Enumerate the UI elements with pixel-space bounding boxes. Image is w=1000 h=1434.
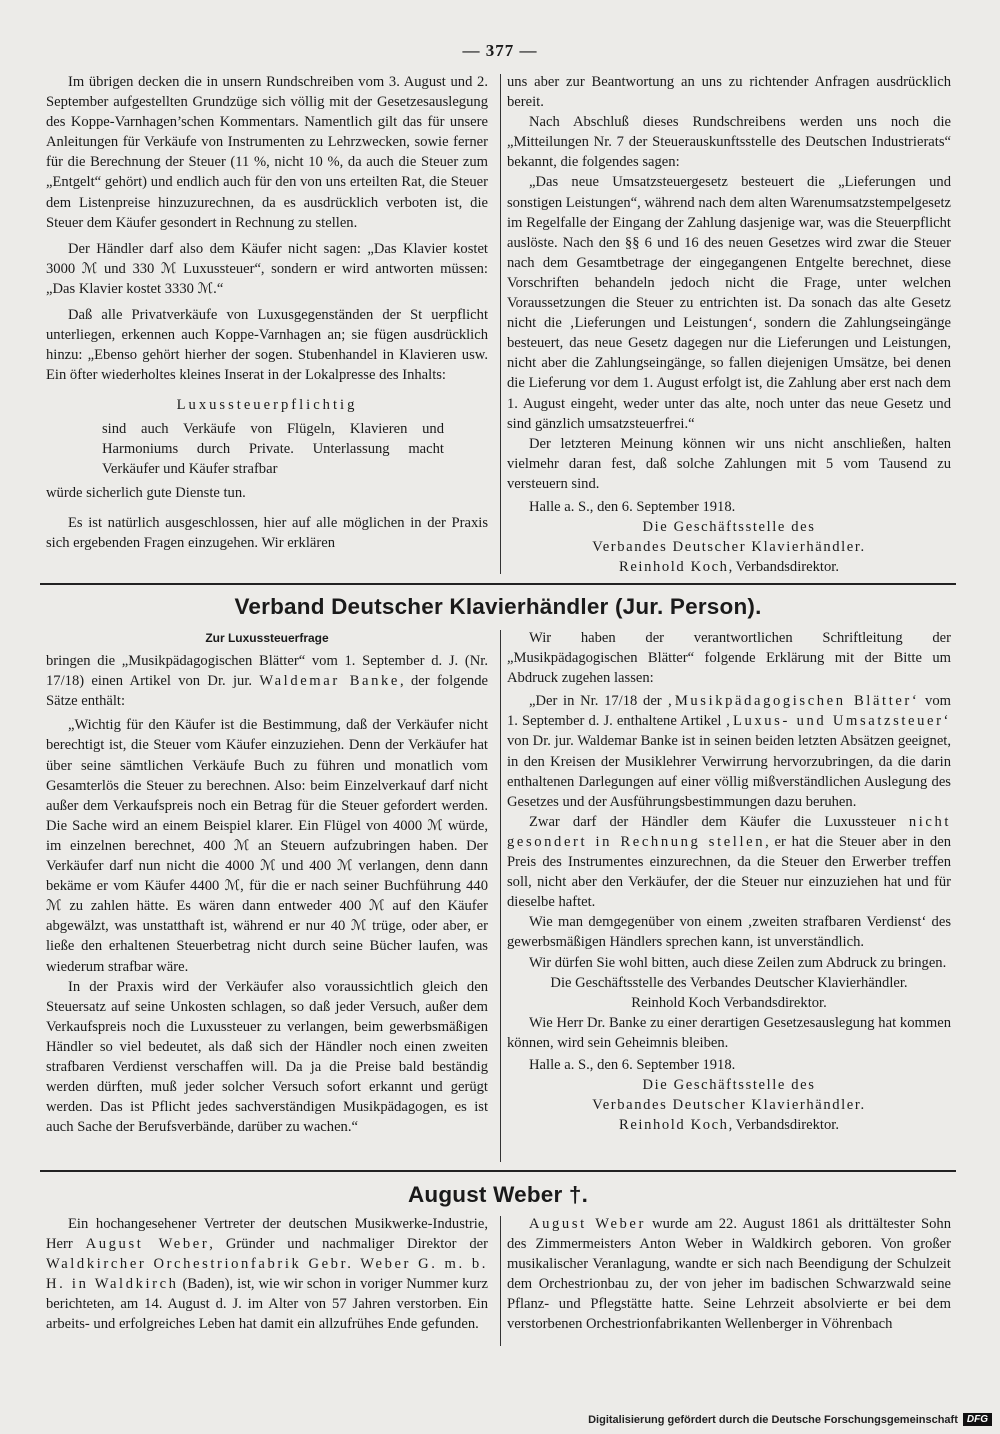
quoted-paragraph: Wir dürfen Sie wohl bitten, auch diese Zeilen zum Abdruck zu bringen. [529, 954, 947, 971]
column-divider [500, 1216, 501, 1346]
top-right-column [507, 72, 951, 577]
quote-text: vom 1. September d. J. enthaltene Artikel [507, 693, 951, 730]
quoted-paragraph: „Das neue Umsatzsteuergesetz besteuert die „Lieferungen und sonstigen Leistungen“, während nach dem alten Warenumsatzstempelgesetz im Regelfalle der Eingang der Zahlung dasjenige war, was die Steuerpflicht auslöste. Nach den §§ 6 und 16 des neuen Gesetzes wird zwar die Steuer nach dem Gesamtbetrage der eingegangenen Entgelte berechnet, diese Vorschriften behandeln jedoch nicht die Frage, unter welchen Voraussetzungen die Steuer zu entrichten ist. Da sonach das alte Gesetz nicht die ‚Lieferungen und Leistungen‘, sondern die Zahlungseingänge besteuert, das neue Gesetz dagegen nur die Lieferungen und Leistungen, nicht aber die Zahlungseingänge, so fallen diejenigen Umsätze, bei denen die Lieferung vor dem 1. August erfolgt ist, die Zahlung aber erst nach dem 1. August eingeht, weder unter das alte, noch unter das neue Gesetz und sind gänzlich umsatzsteuerfrei.“ [507, 174, 951, 432]
column-divider [500, 74, 501, 574]
inserat-title: Luxussteuerpflichtig [176, 397, 358, 414]
signature-name: Reinhold Koch [619, 1117, 729, 1134]
signature-line: Verbandes Deutscher Klavierhändler. [592, 539, 866, 556]
inserat-body: sind auch Verkäufe von Flügeln, Klavieren und Harmoniums durch Private. Unterlassung macht Verkäufer und Käufer strafbar [102, 420, 444, 477]
signature-line [507, 557, 951, 577]
quote-text: , er hat die Steuer aber in den Preis des Instrumentes einzurechnen, da die Steuer den Erwerber treffen soll, nicht aber den Verkäufer, der die Steuer nur einzuziehen hat und für dieselbe haftet. [507, 833, 952, 911]
paragraph: Wir haben der verantwortlichen Schriftleitung der „Musikpädagogischen Blätter“ folgende Erklärung mit der Bitte um Abdruck zugehen lassen: [507, 630, 951, 687]
dateline: Halle a. S., den 6. September 1918. [529, 498, 736, 515]
quote-text: Zwar darf der Händler dem Käufer die Luxussteuer [529, 813, 909, 830]
subheading: Zur Luxussteuerfrage [205, 631, 329, 645]
author-name: Waldemar Banke [259, 673, 400, 690]
paragraph: Wie Herr Dr. Banke zu einer derartigen Gesetzesauslegung hat kommen können, wird sein Geheimnis bleiben. [507, 1014, 951, 1051]
signature-line: Die Geschäftsstelle des [642, 1077, 816, 1094]
text: , Gründer und nachmaliger Direktor der [209, 1236, 488, 1253]
quote-text: von Dr. jur. Waldemar Banke ist in seinen beiden letzten Absätzen geeignet, in den Kreisen der Musiklehrer Verwirrung hervorzubringen, da die darin enthaltenen Darlegungen auf einer völlig mißverständlichen Auslegung des Gesetzes und der Ausführungsbestimmungen dazu beruhen. [507, 733, 951, 810]
signature-line: Die Geschäftsstelle des [642, 519, 816, 536]
dfg-logo: DFG [963, 1413, 992, 1426]
signature-line: Verbandes Deutscher Klavierhändler. [592, 1097, 866, 1114]
quoted-paragraph [507, 691, 951, 812]
paragraph: Der letzteren Meinung können wir uns nicht anschließen, halten vielmehr daran fest, daß solche Zahlungen mit 5 vom Tausend zu versteuern sind. [507, 435, 951, 492]
text: (Baden), ist, wie wir schon in voriger Nummer kurz berichteten, am 14. August d. J. im Alter von 57 Jahren verstorben. Ein arbeits- und erfolgreiches Leben hat damit ein allzufrühes Ende gefunden. [46, 1276, 488, 1333]
signature-line: Reinhold Koch Verbandsdirektor. [631, 994, 827, 1011]
section-divider [40, 1170, 956, 1172]
paragraph: uns aber zur Beantwortung an uns zu richtender Anfragen ausdrücklich bereit. [507, 74, 951, 111]
section-divider [40, 583, 956, 585]
credit-text: Digitalisierung gefördert durch die Deutsche Forschungsgemeinschaft [588, 1413, 958, 1426]
paragraph: Daß alle Privatverkäufe von Luxusgegenständen der St uerpflicht unterliegen, erkennen auch Koppe-Varnhagen an; sie fügen ausdrücklich hinzu: „Ebenso gehört hierher der sogen. Stubenhandel in Klavieren usw. Ein öfter wiederholtes kleines Inserat in der Lokalpresse des Inhalts: [46, 307, 488, 384]
paragraph: Es ist natürlich ausgeschlossen, hier auf alle möglichen in der Praxis sich ergebenden Fragen einzugehen. Wir erklären [46, 514, 488, 551]
section-heading: Verband Deutscher Klavierhändler (Jur. Person). [234, 594, 762, 619]
paragraph: Der Händler darf also dem Käufer nicht sagen: „Das Klavier kostet 3000 ℳ und 330 ℳ Luxussteuer“, sondern er wird antworten müssen: „Das Klavier kostet 3330 ℳ.“ [46, 240, 488, 297]
spaced-name: August Weber [85, 1236, 210, 1253]
signature-name: Reinhold Koch [619, 559, 729, 576]
paragraph: Im übrigen decken die in unsern Rundschreiben vom 3. August und 2. September aufgestellten Grundzüge sich völlig mit der Gesetzesauslegung des Koppe-Varnhagen’schen Kommentars. Namentlich gilt das für unsere Anleitungen für Verkäufe von Instrumenten zu Lehrzwecken, sowie ferner für die Berechnung der Steuer (11 %, nicht 10 %, da auch die Steuer zum „Entgelt“ gehört) und endlich auch für den von uns erteilten Rat, die Steuer dem Listenpreise hinzuzurechnen, da es ausdrücklich verboten ist, die Steuer dem Käufer gesondert in Rechnung zu stellen. [46, 74, 488, 231]
column-divider [500, 630, 501, 1162]
paragraph [507, 1214, 951, 1335]
section2-right-column [507, 628, 951, 1135]
paragraph [46, 651, 488, 711]
quote-text: „Der in Nr. 17/18 der [529, 693, 668, 710]
quoted-paragraph [507, 812, 951, 912]
text: Ein hochangesehener Vertreter der deutschen Musikwerke-Industrie, Herr [46, 1216, 488, 1253]
signature-title: , Verbandsdirektor. [728, 1117, 839, 1134]
text: wurde am 22. August 1861 als drittältester Sohn des Zimmermeisters Anton Weber in Waldkirch geboren. Von großer musikalischer Veranlagung, wandte er sich nach Beendigung der Schulzeit dem Orchestrionbau zu, der von jeher im badischen Schwarzwald seine Pflanz- und Pflegstätte hatte. Seine Lehrzeit absolvierte er bei dem verstorbenen Orchestrionfabrikanten Wellenberger in Vöhrenbach [507, 1216, 952, 1333]
dateline: Halle a. S., den 6. September 1918. [529, 1056, 736, 1073]
spaced-title: ‚Luxus- und Umsatzsteuer‘ [725, 713, 952, 730]
spaced-name: August Weber [529, 1216, 646, 1232]
paragraph [46, 1214, 488, 1335]
spaced-title: ‚Musikpädagogischen Blätter‘ [667, 693, 920, 710]
section3-right-column [507, 1214, 951, 1335]
digitization-credit [588, 1413, 992, 1426]
signature-title: , Verbandsdirektor. [728, 559, 839, 576]
top-left-column [46, 72, 488, 553]
intro-text: bringen die „Musikpädagogischen Blätter“ vom 1. September d. J. (Nr. 17/18) einen Artikel von Dr. jur. [46, 653, 488, 690]
quoted-paragraph: „Wichtig für den Käufer ist die Bestimmung, daß der Verkäufer nicht berechtigt ist, die Steuer vom Käufer einzuziehen. Denn der Verkäufer hat über seine sämtlichen Verkäufe Buch zu führen und monatlich vom Gesamterlös die Steuer zu berechnen. Also: beim Einzelverkauf darf nicht außer dem Verkaufspreis noch ein Betrag für die Steuer gefordert werden. Die Sache wird an einem Beispiel klarer. Ein Flügel von 4000 ℳ würde, im einzelnen berechnet, 400 ℳ an Steuern aufzubringen haben. Der Verkäufer darf nun nicht die 4000 ℳ und 400 ℳ verlangen, denn dann bekäme er vom Käufer 4400 ℳ, für die er nach seiner Buchführung 440 ℳ zu zahlen hätte. Es wären dann entweder 400 ℳ auf den Käufer abgewälzt, was unstatthaft ist, während er nur 40 ℳ trüge, oder aber, er ließe den erhaltenen Steuerbetrag nicht durch seine Bücher laufen, was wiederum strafbar wäre. [46, 717, 488, 975]
paragraph: Nach Abschluß dieses Rundschreibens werden uns noch die „Mitteilungen Nr. 7 der Steuerauskunftsstelle des Deutschen Industrierats“ bekannt, die folgendes sagen: [507, 114, 951, 171]
inserat-box [46, 395, 488, 478]
quoted-paragraph: Wie man demgegenüber von einem ‚zweiten strafbaren Verdienst‘ des gewerbsmäßigen Händlers sprechen kann, ist unverständlich. [507, 914, 951, 951]
spaced-emphasis: nicht gesondert in Rechnung stellen [507, 813, 951, 850]
signature-line [507, 1115, 951, 1135]
signature-line: Die Geschäftsstelle des Verbandes Deutscher Klavierhändler. [550, 974, 908, 991]
intro-text: , der folgende Sätze enthält: [46, 673, 488, 710]
section2-left-column [46, 628, 488, 1137]
paragraph: würde sicherlich gute Dienste tun. [46, 484, 246, 501]
obituary-heading: August Weber †. [407, 1182, 589, 1207]
spaced-name: Waldkircher Orchestrionfabrik Gebr. Weber G. m. b. H. in Waldkirch [46, 1256, 488, 1293]
quoted-paragraph: In der Praxis wird der Verkäufer also voraussichtlich gleich den Steuersatz auf seine Unkosten schlagen, so daß jeder Versuch, außer dem Verkaufspreis noch die Luxussteuer zu verlangen, beim gewerbsmäßigen Händler so viel bedeutet, als daß sich der Händler noch einen zweiten strafbaren Verdienst verschaffen will. Da ja die Preise bald beständig werden dürften, muß jeder solcher Versuch sofort erkannt und gerügt werden. Das ist Pflicht jedes sachverständigen Musikpädagogen, es ist auch Sache der Berufsverbände, darüber zu wachen.“ [46, 978, 488, 1136]
page-number: — 377 — [462, 41, 538, 60]
section3-left-column [46, 1214, 488, 1335]
